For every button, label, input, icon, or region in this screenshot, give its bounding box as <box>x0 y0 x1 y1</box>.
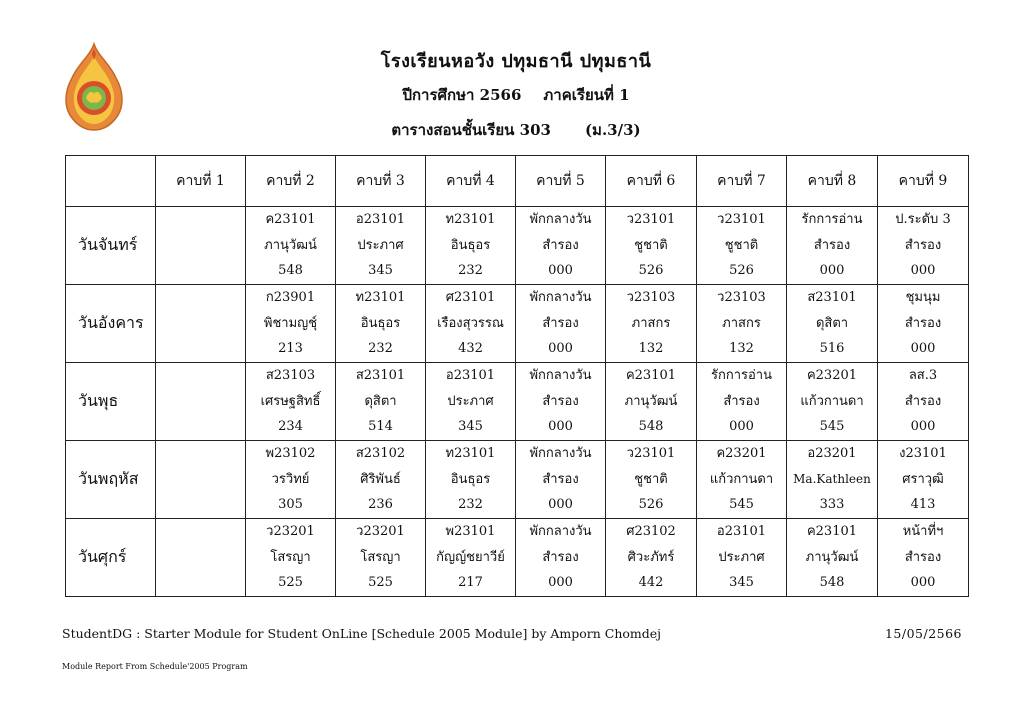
cell-teacher: ภาสกร <box>631 315 671 331</box>
cell-room: 000 <box>548 341 573 357</box>
cell-code: ง23101 <box>899 446 947 462</box>
cell-teacher: โสรญา <box>360 549 401 565</box>
cell-teacher: ศิวะภัทร์ <box>627 549 675 565</box>
period-header: คาบที่ 1 <box>156 156 246 207</box>
cell-code: ว23103 <box>717 290 766 306</box>
period-cell <box>697 285 787 363</box>
period-cell <box>156 519 246 597</box>
cell-teacher: เรืองสุวรรณ <box>437 315 504 331</box>
period-header: คาบที่ 5 <box>516 156 606 207</box>
cell-code: ศ23102 <box>626 524 676 540</box>
cell-room: 345 <box>458 419 483 435</box>
period-cell <box>878 519 969 597</box>
cell-code: รักการอ่าน <box>801 212 863 228</box>
period-cell <box>878 363 969 441</box>
cell-code: พักกลางวัน <box>529 446 592 462</box>
day-label: วันพุธ <box>66 363 156 441</box>
cell-code: ส23102 <box>355 446 406 462</box>
cell-code <box>156 441 245 467</box>
period-cell <box>246 363 336 441</box>
cell-teacher: Ma.Kathleen <box>793 471 871 486</box>
period-cell <box>336 285 426 363</box>
cell-code: ว23101 <box>626 446 676 462</box>
period-cell <box>606 441 697 519</box>
cell-teacher: สำรอง <box>723 393 760 409</box>
cell-room: 000 <box>548 419 573 435</box>
cell-teacher: สำรอง <box>813 237 851 253</box>
cell-room: 548 <box>819 575 845 591</box>
cell-room: 000 <box>910 263 936 279</box>
period-cell <box>697 519 787 597</box>
cell-code: ท23101 <box>355 290 406 306</box>
cell-code <box>156 519 245 545</box>
cell-teacher: แก้วกานดา <box>709 471 774 487</box>
cell-room: 432 <box>458 341 483 357</box>
period-cell <box>516 441 606 519</box>
cell-code: พ23102 <box>265 446 316 462</box>
report-date: 15/05/2566 <box>884 626 962 641</box>
cell-code: ค23201 <box>806 368 858 384</box>
schedule-title: ตารางสอนชั้นเรียน 303 <box>391 121 551 139</box>
cell-room: 516 <box>819 341 845 357</box>
cell-teacher: พิชามญชุ์ <box>263 315 318 331</box>
cell-teacher: สำรอง <box>904 393 942 409</box>
period-cell <box>787 207 878 285</box>
cell-code: ค23101 <box>806 524 858 540</box>
cell-teacher: ชูชาติ <box>634 471 668 487</box>
cell-teacher <box>156 467 245 493</box>
cell-teacher: ดุสิตา <box>815 315 849 331</box>
cell-room <box>156 258 245 284</box>
cell-room: 132 <box>729 341 754 357</box>
day-row <box>66 363 969 441</box>
cell-teacher: สำรอง <box>542 237 579 253</box>
period-cell <box>787 441 878 519</box>
day-label: วันศุกร์ <box>66 519 156 597</box>
period-cell <box>246 441 336 519</box>
day-row <box>66 207 969 285</box>
cell-teacher: สำรอง <box>542 315 579 331</box>
cell-code: ค23201 <box>716 446 767 462</box>
period-cell <box>606 207 697 285</box>
period-cell <box>426 441 516 519</box>
cell-teacher: ภานุวัฒน์ <box>805 549 859 565</box>
cell-teacher: ประภาศ <box>357 237 404 253</box>
day-label: วันอังคาร <box>66 285 156 363</box>
cell-code: ส23101 <box>355 368 406 384</box>
cell-teacher: สำรอง <box>904 315 942 331</box>
school-name: โรงเรียนหอวัง ปทุมธานี ปทุมธานี <box>380 51 652 72</box>
period-cell <box>878 207 969 285</box>
cell-room <box>156 570 245 596</box>
program-note: Module Report From Schedule'2005 Program <box>62 662 248 671</box>
cell-room: 000 <box>910 575 936 591</box>
day-row <box>66 285 969 363</box>
cell-teacher: แก้วกานดา <box>800 393 864 409</box>
cell-code: หน้าที่ฯ <box>902 524 944 540</box>
cell-code: รักการอ่าน <box>710 368 772 384</box>
cell-teacher: สำรอง <box>542 471 579 487</box>
cell-teacher: สำรอง <box>904 549 942 565</box>
cell-room: 333 <box>819 497 845 513</box>
period-header: คาบที่ 7 <box>697 156 787 207</box>
cell-room: 000 <box>910 419 936 435</box>
cell-room <box>156 492 245 518</box>
cell-teacher: ชูชาติ <box>724 237 759 253</box>
cell-room: 545 <box>729 497 754 513</box>
period-cell <box>787 363 878 441</box>
cell-teacher: วรวิทย์ <box>271 471 310 487</box>
period-cell <box>336 363 426 441</box>
cell-room: 545 <box>819 419 845 435</box>
cell-room: 525 <box>278 575 303 591</box>
cell-room <box>156 414 245 440</box>
cell-room <box>156 336 245 362</box>
period-header: คาบที่ 2 <box>246 156 336 207</box>
cell-code: อ23101 <box>445 368 496 384</box>
cell-room: 305 <box>278 497 303 513</box>
cell-teacher: อินธุอร <box>360 315 401 331</box>
period-cell <box>156 363 246 441</box>
period-header: คาบที่ 3 <box>336 156 426 207</box>
cell-teacher: ดุสิตา <box>364 393 397 409</box>
cell-code: ชุมนุม <box>905 290 941 306</box>
period-cell <box>787 519 878 597</box>
cell-room: 548 <box>638 419 664 435</box>
period-cell <box>426 363 516 441</box>
cell-teacher <box>156 311 245 337</box>
cell-teacher: อินธุอร <box>450 471 491 487</box>
period-cell <box>156 285 246 363</box>
cell-teacher: ประภาศ <box>447 393 494 409</box>
cell-code: ลส.3 <box>908 368 938 384</box>
period-cell <box>336 207 426 285</box>
cell-room: 217 <box>458 575 483 591</box>
period-cell <box>246 285 336 363</box>
cell-code: ก23901 <box>265 290 316 306</box>
cell-code <box>156 285 245 311</box>
cell-teacher: ประภาศ <box>718 549 765 565</box>
period-cell <box>516 363 606 441</box>
cell-code: พ23101 <box>445 524 496 540</box>
cell-room: 345 <box>729 575 754 591</box>
cell-code: ท23101 <box>445 446 496 462</box>
academic-year: ปีการศึกษา 2566 <box>402 86 522 104</box>
period-cell <box>516 519 606 597</box>
cell-room: 000 <box>819 263 845 279</box>
period-cell <box>426 285 516 363</box>
period-cell <box>606 363 697 441</box>
cell-room: 413 <box>910 497 936 513</box>
class-label: (ม.3/3) <box>584 121 641 139</box>
period-header: คาบที่ 4 <box>426 156 516 207</box>
cell-room: 442 <box>638 575 664 591</box>
day-row <box>66 441 969 519</box>
cell-code: อ23101 <box>716 524 767 540</box>
period-header: คาบที่ 6 <box>606 156 697 207</box>
schedule-table <box>65 155 969 597</box>
cell-code: ว23201 <box>356 524 405 540</box>
cell-room: 232 <box>458 497 483 513</box>
period-header: คาบที่ 9 <box>878 156 969 207</box>
cell-teacher: สำรอง <box>542 393 579 409</box>
cell-room: 548 <box>278 263 303 279</box>
cell-teacher: กัญญ์ชยาวีย์ <box>436 549 505 565</box>
period-cell <box>246 207 336 285</box>
cell-room: 526 <box>729 263 754 279</box>
cell-teacher: โสรญา <box>270 549 311 565</box>
day-row <box>66 519 969 597</box>
schedule-title-line <box>4 118 1024 142</box>
cell-room: 000 <box>548 497 573 513</box>
cell-code: ว23201 <box>266 524 315 540</box>
cell-code: ศ23101 <box>445 290 496 306</box>
term-line <box>4 83 1024 107</box>
cell-room: 514 <box>368 419 393 435</box>
day-label: วันจันทร์ <box>66 207 156 285</box>
cell-code: ว23101 <box>626 212 676 228</box>
cell-room: 213 <box>278 341 303 357</box>
period-header: คาบที่ 8 <box>787 156 878 207</box>
day-label: วันพฤหัส <box>66 441 156 519</box>
cell-room: 526 <box>638 497 664 513</box>
cell-teacher: ศราวุฒิ <box>902 471 944 487</box>
cell-room: 525 <box>368 575 393 591</box>
cell-code <box>156 363 245 389</box>
cell-room: 234 <box>278 419 303 435</box>
cell-teacher <box>156 545 245 571</box>
cell-code: พักกลางวัน <box>529 290 592 306</box>
cell-room: 000 <box>548 263 573 279</box>
report-header <box>0 44 1024 142</box>
period-cell <box>516 207 606 285</box>
cell-code <box>156 207 245 233</box>
cell-room: 232 <box>458 263 483 279</box>
period-cell <box>697 207 787 285</box>
schedule-body <box>66 207 969 597</box>
period-cell <box>426 519 516 597</box>
cell-room: 000 <box>910 341 936 357</box>
period-cell <box>787 285 878 363</box>
period-cell <box>606 519 697 597</box>
cell-room: 345 <box>368 263 393 279</box>
cell-code: ค23101 <box>625 368 677 384</box>
cell-code: ว23103 <box>626 290 676 306</box>
cell-teacher: ภาสกร <box>722 315 761 331</box>
cell-teacher: ศิริพันธ์ <box>360 471 401 487</box>
cell-teacher: เศรษฐสิทธิ์ <box>260 393 321 409</box>
cell-teacher <box>156 389 245 415</box>
cell-teacher: อินธุอร <box>450 237 491 253</box>
cell-code: พักกลางวัน <box>529 368 592 384</box>
cell-code: อ23101 <box>355 212 406 228</box>
cell-teacher: สำรอง <box>542 549 579 565</box>
cell-room: 232 <box>368 341 393 357</box>
cell-teacher <box>156 233 245 259</box>
cell-room: 000 <box>548 575 573 591</box>
cell-room: 526 <box>638 263 664 279</box>
cell-room: 000 <box>729 419 754 435</box>
cell-code: พักกลางวัน <box>529 212 592 228</box>
module-credit: StudentDG : Starter Module for Student OnLine [Schedule 2005 Module] by Amporn Chomdej <box>62 626 662 641</box>
period-cell <box>336 519 426 597</box>
cell-code: พักกลางวัน <box>529 524 592 540</box>
period-cell <box>697 441 787 519</box>
period-cell <box>878 441 969 519</box>
cell-room: 132 <box>638 341 664 357</box>
cell-code: ป.ระดับ 3 <box>895 212 951 228</box>
corner-cell <box>66 156 156 207</box>
period-cell <box>156 207 246 285</box>
cell-code: อ23201 <box>807 446 857 462</box>
cell-room: 236 <box>368 497 393 513</box>
period-cell <box>246 519 336 597</box>
cell-code: ส23103 <box>265 368 316 384</box>
cell-teacher: ภานุวัฒน์ <box>264 237 317 253</box>
period-cell <box>697 363 787 441</box>
cell-code: ท23101 <box>445 212 496 228</box>
cell-code: ค23101 <box>265 212 316 228</box>
cell-code: ว23101 <box>717 212 766 228</box>
cell-teacher: สำรอง <box>904 237 942 253</box>
semester: ภาคเรียนที่ 1 <box>543 86 630 104</box>
period-cell <box>156 441 246 519</box>
period-cell <box>516 285 606 363</box>
period-cell <box>878 285 969 363</box>
cell-teacher: ชูชาติ <box>634 237 668 253</box>
period-cell <box>426 207 516 285</box>
period-header-row <box>66 156 969 207</box>
period-cell <box>606 285 697 363</box>
cell-code: ส23101 <box>807 290 857 306</box>
period-cell <box>336 441 426 519</box>
cell-teacher: ภานุวัฒน์ <box>624 393 678 409</box>
